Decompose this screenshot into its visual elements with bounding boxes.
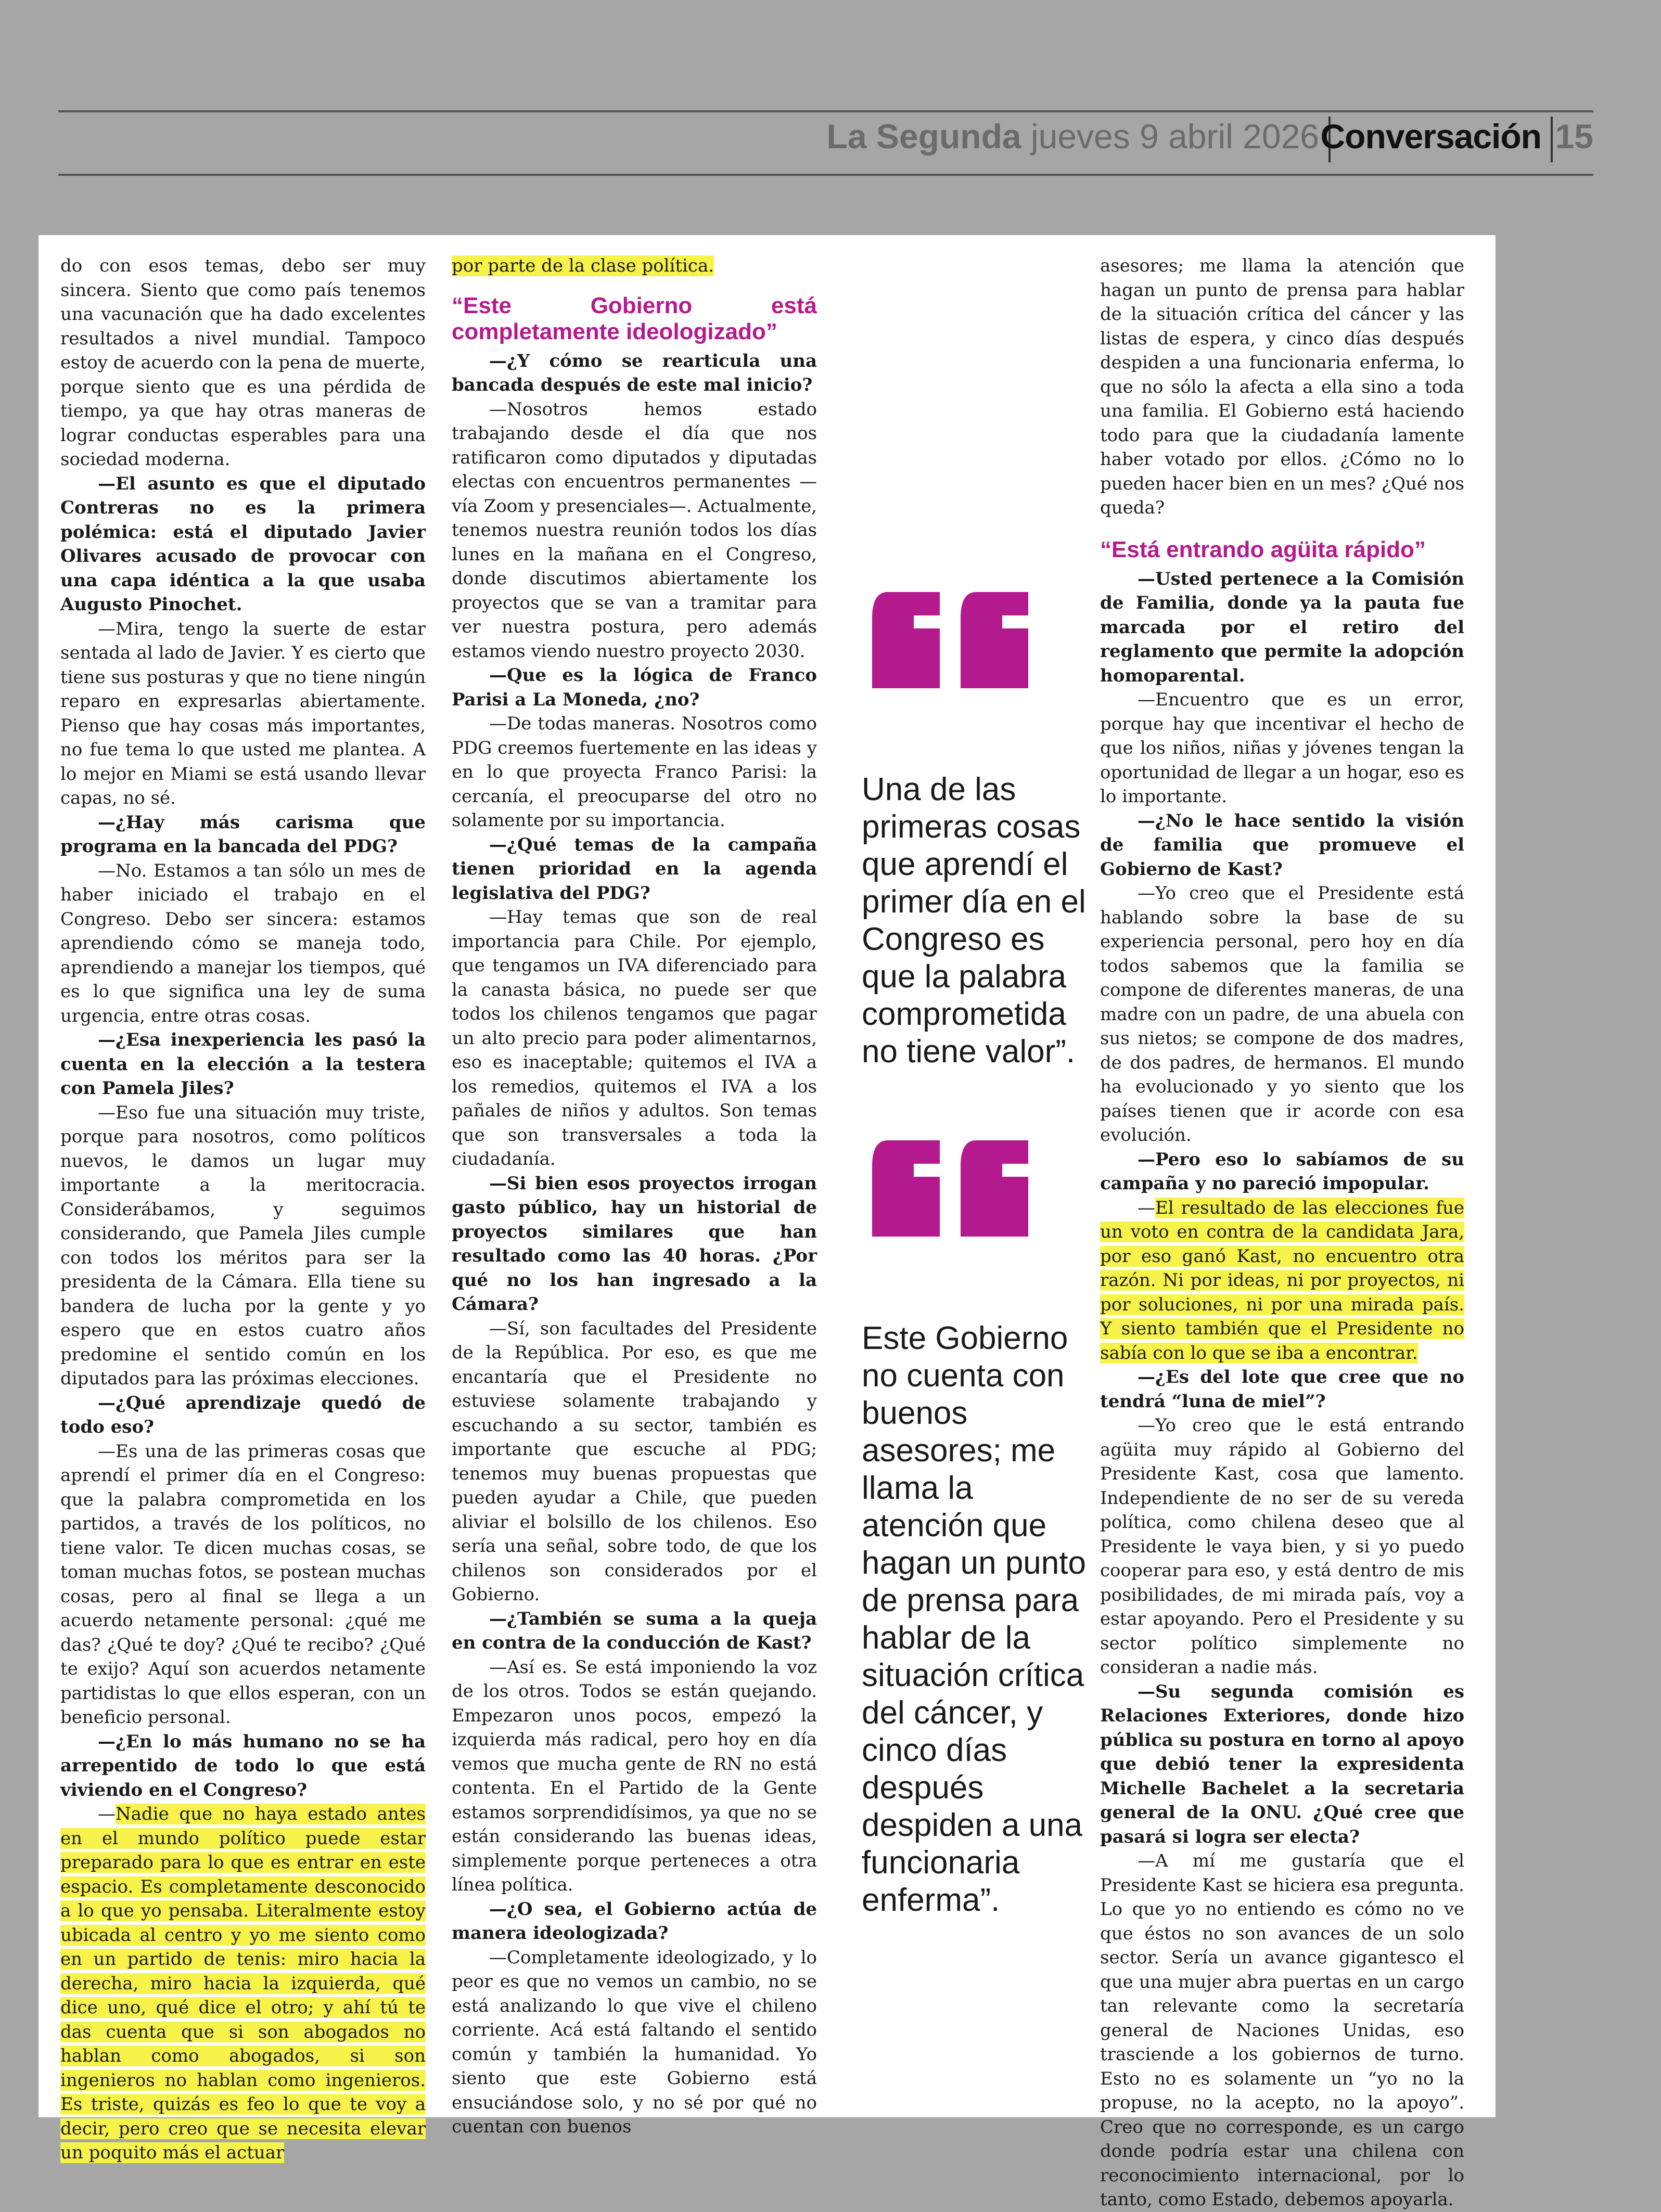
interview-answer: —Encuentro que es un error, porque hay que incentivar el hecho de que los niños, niñas y jóvenes tengan la oportunidad de llegar a un hogar, eso es lo importante. [1100, 689, 1464, 807]
interview-question: —¿Es del lote que cree que no tendrá “luna de miel”? [1100, 1367, 1464, 1412]
interview-answer: —Yo creo que el Presidente está hablando sobre la base de su experiencia personal, pero hoy en día todos sabemos que la familia se compone de diferentes maneras, de una madre con un padre, de una abuela con sus nietos; se compone de dos madres, de dos padres, de hermanos. El mundo ha evolucionado y yo siento que los países tienen que ir acorde con esa evolución. [1100, 883, 1464, 1146]
column-2 [452, 254, 817, 2139]
quote-mark-icon [862, 587, 1039, 691]
interview-question: —¿También se suma a la queja en contra de la conducción de Kast? [452, 1608, 817, 1653]
section-heading: “Este Gobierno está completamente ideologizado” [452, 292, 817, 344]
paragraph: asesores; me llama la atención que hagan un punto de prensa para hablar de la situación crítica del cáncer y las listas de espera, y cinco días después despiden a una funcionaria enferma, lo que no sólo la afecta a ella sino a toda una familia. El Gobierno está haciendo todo para que la ciudadanía lamente haber votado por ellos. ¿Cómo no lo pueden hacer bien en un mes? ¿Qué nos queda? [1100, 255, 1464, 518]
highlighted-text: por parte de la clase política. [452, 255, 714, 276]
publication-line [827, 117, 1319, 156]
interview-answer: —Es una de las primeras cosas que aprendí el primer día en el Congreso: que la palabra comprometida en los partidos, a través de los políticos, no tiene valor. Te dicen muchas cosas, se toman muchas fotos, se postean muchas cosas, pero al final se llega a un acuerdo netamente personal: ¿qué me das? ¿Qué te doy? ¿Qué te recibo? ¿Qué te exijo? Aquí son acuerdos netamente partidistas lo que ellos esperan, con un beneficio personal. [60, 1441, 426, 1728]
pullquote-2: Este Gobierno no cuenta con buenos asesores; me llama la atención que hagan un punto de prensa para hablar de la situación crítica del cáncer, y cinco días después despiden a una funcionaria enferma”. [862, 1320, 1086, 1918]
quote-mark-icon [862, 1135, 1039, 1239]
publication-name: La Segunda [826, 117, 1021, 156]
highlighted-text: Nadie que no haya estado antes en el mundo político puede estar preparado para lo que es entrar en este espacio. Es completamente desconocido a lo que yo pensaba. Literalmente estoy ubicada al centro y yo me siento como en un partido de tenis: miro hacia la derecha, miro hacia la izquierda, qué dice uno, qué dice el otro; y ahí tú te das cuenta que si son abogados no hablan como abogados, si son ingenieros no hablan como ingenieros. Es triste, quizás es feo lo que te voy a decir, pero creo que se necesita elevar un poquito más el actuar [60, 1804, 426, 2163]
interview-answer: —No. Estamos a tan sólo un mes de haber iniciado el trabajo en el Congreso. Debo ser sincera: estamos aprendiendo cómo se maneja todo, aprendiendo a manejar los tiempos, qué es lo que significa una ley de suma urgencia, entre otras cosas. [60, 860, 426, 1026]
interview-answer: —De todas maneras. Nosotros como PDG creemos fuertemente en las ideas y en lo que proyecta Franco Parisi: la cercanía, el preocuparse del otro no solamente por su importancia. [452, 713, 817, 831]
interview-question: —¿Esa inexperiencia les pasó la cuenta en la elección a la testera con Pamela Jiles? [60, 1030, 426, 1099]
interview-answer [1100, 1196, 1464, 1366]
header-divider [1551, 117, 1553, 162]
interview-answer: —Mira, tengo la suerte de estar sentada al lado de Javier. Y es cierto que tiene sus posturas y que no tiene ningún reparo en expresarlas abiertamente. Pienso que hay cosas más importantes, no fue tema lo que usted me plantea. A lo mejor en Miami se está usando llevar capas, no sé. [60, 618, 426, 808]
paragraph [452, 254, 817, 278]
interview-answer: —Yo creo que le está entrando agüita muy rápido al Gobierno del Presidente Kast, cosa que lamento. Independiente de no ser de su vereda política, como chilena deseo que al Presidente le vaya bien, y si yo puedo cooperar para eso, y está dentro de mis posibilidades, de mi mirada país, voy a estar apoyando. Pero el Presidente y su sector político simplemente no consideran a nadie más. [1100, 1415, 1464, 1678]
issue-date: jueves 9 abril 2026 [1030, 117, 1319, 156]
column-1 [60, 254, 426, 2165]
interview-answer: —Hay temas que son de real importancia para Chile. Por ejemplo, que tengamos un IVA diferenciado para la canasta básica, no puede ser que todos los chilenos tengamos que pagar un alto precio para poder alimentarnos, eso es inaceptable; quitemos el IVA a los remedios, quitemos el IVA a los pañales de niños y adultos. Son temas que son transversales a toda la ciudadanía. [452, 907, 817, 1169]
interview-question: —¿En lo más humano no se ha arrepentido de todo lo que está viviendo en el Congreso? [60, 1731, 426, 1801]
section-name: Conversación [1320, 117, 1541, 156]
interview-answer: —Así es. Se está imponiendo la voz de los otros. Todos se están quejando. Empezaron unos pocos, empezó la izquierda más radical, pero hoy en día vemos que mucha gente de RN no está contenta. En el Partido de la Gente estamos sorprendidísimos, ya que no se están considerando las buenas ideas, simplemente porque perteneces a otra línea política. [452, 1656, 817, 1895]
interview-answer: —Sí, son facultades del Presidente de la República. Por eso, es que me encantaría que el Presidente no estuviese solamente trabajando y escuchando a su sector, también es importante que escuche al PDG; tenemos muy buenas propuestas que pueden ayudar a Chile, que pueden aliviar el bolsillo de los chilenos. Eso sería una señal, sobre todo, de que los chilenos son considerados por el Gobierno. [452, 1318, 817, 1605]
interview-answer: —Completamente ideologizado, y lo peor es que no vemos un cambio, no se está analizando lo que vive el chileno corriente. Acá está faltando el sentido común y también la humanidad. Yo siento que este Gobierno está ensuciándose solo, y no sé por qué no cuentan con buenos [452, 1947, 817, 2137]
interview-question: —Pero eso lo sabíamos de su campaña y no pareció impopular. [1100, 1149, 1464, 1194]
pullquote-1: Una de las primeras cosas que aprendí el primer día en el Congreso es que la palabra comprometida no tiene valor”. [862, 771, 1086, 1070]
answer-dash: — [98, 1804, 116, 1824]
interview-question: —¿Qué temas de la campaña tienen prioridad en la agenda legislativa del PDG? [452, 834, 817, 904]
interview-answer: —A mí me gustaría que el Presidente Kast se hiciera esa pregunta. Lo que yo no entiendo es cómo no ve que éstos no son avances de un solo sector. Sería un avance gigantesco el que una mujer abra puertas en un cargo tan relevante como la secretaría general de Naciones Unidas, eso trasciende a los gobiernos de turno. Esto no es solamente un “yo no la propuse, no la acepto, no la apoyo”. Creo que no corresponde, es un cargo donde podría estar una chilena con reconocimiento internacional, por lo tanto, como Estado, debemos apoyarla. [1100, 1850, 1464, 2210]
interview-answer [60, 1802, 426, 2165]
interview-question: —El asunto es que el diputado Contreras no es la primera polémica: está el diputado Javier Olivares acusado de provocar con una capa idéntica a la que usaba Augusto Pinochet. [60, 473, 426, 615]
paragraph: do con esos temas, debo ser muy sincera. Siento que como país tenemos una vacunación que ha dado excelentes resultados a nivel mundial. Tampoco estoy de acuerdo con la pena de muerte, porque siento que es una pérdida de tiempo, ya que hay otras maneras de lograr conductas esperables para una sociedad moderna. [60, 255, 426, 470]
interview-answer: —Eso fue una situación muy triste, porque para nosotros, como políticos nuevos, le damos un lugar muy importante a la meritocracia. Considerábamos, y seguimos considerando, que Pamela Jiles cumple con todos los méritos para ser la presidenta de la Cámara. Ella tiene su bandera de lucha por la gente y yo espero que en estos cuatro años predomine el sentido común en los diputados para las próximas elecciones. [60, 1102, 426, 1389]
pullquote-column [841, 235, 1086, 2117]
interview-answer: —Nosotros hemos estado trabajando desde el día que nos ratificaron como diputados y diputadas electas con encuentros permanentes —vía Zoom y presenciales—. Actualmente, tenemos nuestra reunión todos los días lunes en la mañana en el Congreso, donde discutimos abiertamente los proyectos que se van a tramitar para ver nuestra postura, pero además estamos viendo nuestro proyecto 2030. [452, 398, 817, 662]
page-number: 15 [1555, 117, 1593, 156]
section-heading: “Está entrando agüita rápido” [1100, 536, 1426, 562]
article-page [39, 235, 1496, 2210]
interview-question: —¿No le hace sentido la visión de familia que promueve el Gobierno de Kast? [1100, 810, 1464, 880]
column-4 [1100, 254, 1464, 2212]
interview-question: —Si bien esos proyectos irrogan gasto público, hay un historial de proyectos similares que han resultado como las 40 horas. ¿Por qué no los han ingresado a la Cámara? [452, 1173, 817, 1315]
interview-question: —¿Hay más carisma que programa en la bancada del PDG? [60, 812, 426, 857]
interview-question: —Su segunda comisión es Relaciones Exteriores, donde hizo pública su postura en torno al apoyo que debió tener la expresidenta Michelle Bachelet a la secretaria general de la ONU. ¿Qué cree que pasará si logra ser electa? [1100, 1681, 1464, 1847]
highlighted-text: El resultado de las elecciones fue un voto en contra de la candidata Jara, por eso ganó Kast, no encuentro otra razón. Ni por ideas, ni por proyectos, ni por soluciones, ni por una mirada país. Y siento también que el Presidente no sabía con lo que se iba a encontrar. [1100, 1197, 1464, 1364]
header-bottom-rule [58, 174, 1593, 176]
interview-question: —¿O sea, el Gobierno actúa de manera ideologizada? [452, 1898, 817, 1944]
interview-question: —Usted pertenece a la Comisión de Familia, donde ya la pauta fue marcada por el retiro del reglamento que permite la adopción homoparental. [1100, 568, 1464, 686]
interview-question: —¿Y cómo se rearticula una bancada después de este mal inicio? [452, 350, 817, 395]
answer-dash: — [1138, 1197, 1155, 1218]
interview-question: —Que es la lógica de Franco Parisi a La Moneda, ¿no? [452, 665, 817, 710]
page-header [58, 110, 1593, 168]
interview-question: —¿Qué aprendizaje quedó de todo eso? [60, 1392, 426, 1437]
